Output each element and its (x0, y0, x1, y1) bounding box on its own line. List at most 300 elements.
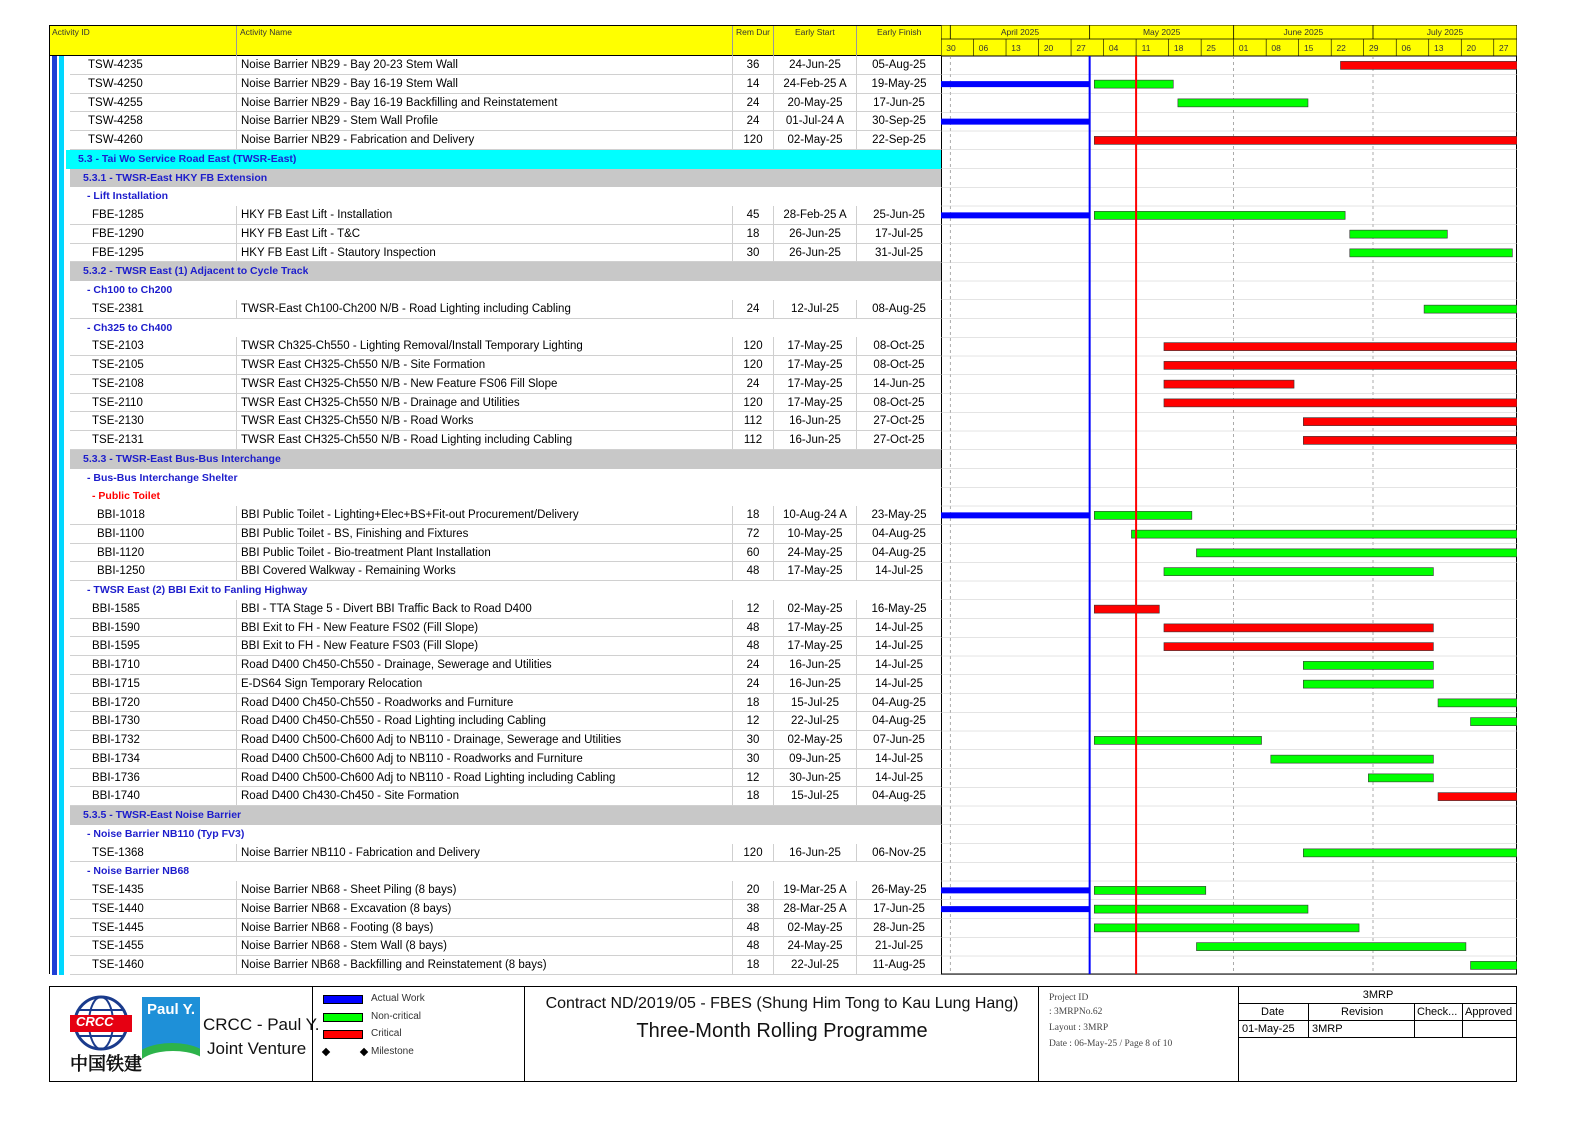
noncritical-bar (1303, 849, 1517, 857)
column-divider (773, 431, 774, 450)
column-divider (236, 844, 237, 863)
noncritical-bar (1094, 924, 1359, 932)
activity-row (50, 300, 941, 319)
column-divider (732, 375, 733, 394)
early-start: 17-May-25 (787, 359, 843, 371)
rem-dur: 12 (746, 602, 760, 615)
revision-rule (1239, 1003, 1517, 1004)
activity-id: TSE-2110 (92, 396, 143, 409)
early-start: 16-Jun-25 (789, 415, 841, 428)
row-level-marker (52, 825, 57, 844)
wbs-band (70, 281, 941, 300)
activity-name: BBI Public Toilet - BS, Finishing and Fixtures (241, 527, 469, 540)
footer (49, 986, 1517, 1082)
column-divider (732, 394, 733, 413)
early-start: 30-Jun-25 (789, 771, 841, 784)
rem-dur: 120 (743, 846, 763, 859)
activity-row (50, 656, 941, 675)
row-level-marker (52, 375, 57, 394)
project-id-label: Project ID (1049, 993, 1089, 1003)
column-divider (856, 844, 857, 863)
early-finish: 04-Aug-25 (872, 527, 926, 540)
noncritical-bar (1303, 680, 1433, 688)
column-divider (773, 244, 774, 263)
column-divider (732, 600, 733, 619)
column-divider (732, 337, 733, 356)
row-level-marker (59, 375, 64, 394)
row-level-marker (59, 319, 64, 338)
row-level-marker (52, 937, 57, 956)
column-divider (732, 94, 733, 113)
row-level-marker (59, 619, 64, 638)
activity-id: TSW-4258 (88, 115, 143, 128)
column-divider (773, 56, 774, 75)
activity-row (50, 75, 941, 94)
row-level-marker (59, 394, 64, 413)
column-divider (236, 600, 237, 619)
early-finish: 08-Oct-25 (873, 340, 925, 353)
column-divider (856, 956, 857, 975)
critical-bar (1164, 643, 1433, 651)
column-divider (236, 956, 237, 975)
wbs-row (50, 487, 941, 506)
week-tick-label: 18 (1173, 43, 1184, 53)
column-divider (732, 206, 733, 225)
column-divider (236, 94, 237, 113)
revision-rule (1239, 1020, 1517, 1021)
activity-name: Road D400 Ch450-Ch550 - Roadworks and Furniture (241, 696, 514, 709)
activity-row (50, 956, 941, 975)
row-level-marker (59, 825, 64, 844)
column-divider (856, 937, 857, 956)
column-divider (856, 356, 857, 375)
column-divider (856, 544, 857, 563)
column-divider (856, 112, 857, 131)
column-divider (732, 956, 733, 975)
actual-work-bar (941, 81, 1090, 87)
row-level-marker (52, 244, 57, 263)
activity-id: TSE-1435 (92, 884, 144, 896)
activity-row (50, 394, 941, 413)
early-finish: 14-Jun-25 (873, 377, 925, 390)
activity-name: HKY FB East Lift - Stautory Inspection (241, 246, 436, 259)
early-finish: 11-Aug-25 (872, 959, 926, 971)
activity-id: TSW-4255 (88, 96, 143, 109)
activity-name: HKY FB East Lift - T&C (241, 227, 361, 240)
row-level-marker (52, 356, 57, 375)
critical-bar (1438, 793, 1517, 801)
early-start: 02-May-25 (787, 734, 843, 746)
column-divider (856, 431, 857, 450)
activity-row (50, 881, 941, 900)
column-divider (236, 394, 237, 413)
row-level-marker (59, 244, 64, 263)
rem-dur: 48 (746, 621, 760, 634)
rem-dur: 18 (746, 509, 760, 521)
contract-title: Contract ND/2019/05 - FBES (Shung Him Tong to Kau Lung Hang) (545, 995, 1019, 1012)
wbs-title: - Public Toilet (92, 490, 161, 503)
row-level-marker (59, 581, 64, 600)
noncritical-bar (1350, 230, 1448, 238)
column-divider (236, 562, 237, 581)
activity-name: Noise Barrier NB29 - Fabrication and Delivery (241, 134, 475, 146)
activity-row (50, 525, 941, 544)
activity-name: Noise Barrier NB29 - Stem Wall Profile (241, 115, 439, 128)
activity-row (50, 337, 941, 356)
column-divider (856, 56, 857, 75)
row-level-marker (59, 450, 64, 469)
noncritical-bar (1164, 568, 1433, 576)
row-level-marker (59, 300, 64, 319)
noncritical-bar (1094, 511, 1192, 519)
header-divider (856, 26, 857, 56)
row-level-marker (59, 169, 64, 188)
column-divider (732, 131, 733, 150)
revision-header-check: Check... (1417, 1006, 1458, 1018)
project-date: Date : 06-May-25 / Page 8 of 10 (1049, 1039, 1173, 1049)
early-start: 12-Jul-25 (791, 302, 839, 315)
activity-name: BBI Public Toilet - Lighting+Elec+BS+Fit-out Procurement/Delivery (241, 509, 579, 521)
activity-id: FBE-1285 (92, 209, 144, 221)
row-level-marker (59, 262, 64, 281)
row-level-marker (59, 656, 64, 675)
rem-dur: 48 (746, 940, 760, 953)
legend-noncritical-swatch (323, 1013, 363, 1022)
early-start: 24-Feb-25 A (783, 77, 847, 90)
jv-line1: CRCC - Paul Y. (203, 1015, 320, 1034)
row-level-marker (59, 787, 64, 806)
early-start: 20-May-25 (787, 96, 843, 109)
activity-name: HKY FB East Lift - Installation (241, 209, 393, 221)
header-divider (773, 26, 774, 56)
column-divider (732, 112, 733, 131)
header-activity-id: Activity ID (52, 27, 90, 37)
legend-critical-swatch (323, 1030, 363, 1039)
week-tick-label: 22 (1336, 43, 1346, 53)
critical-bar (1164, 361, 1517, 369)
title-block (525, 987, 1039, 1081)
row-level-marker (52, 319, 57, 338)
row-level-marker (52, 900, 57, 919)
column-divider (732, 675, 733, 694)
column-divider (732, 937, 733, 956)
column-divider (773, 544, 774, 563)
early-start: 22-Jul-25 (791, 959, 839, 971)
rem-dur: 48 (746, 640, 760, 653)
column-divider (236, 731, 237, 750)
column-divider (856, 244, 857, 263)
noncritical-bar (1471, 718, 1517, 726)
revision-row-revision: 3MRP (1312, 1023, 1343, 1035)
row-level-marker (59, 187, 64, 206)
wbs-band (70, 862, 941, 881)
row-level-marker (52, 337, 57, 356)
critical-bar (1303, 418, 1517, 426)
column-divider (732, 881, 733, 900)
column-divider (236, 244, 237, 263)
column-divider (732, 244, 733, 263)
activity-id: BBI-1595 (92, 640, 140, 653)
project-layout: Layout : 3MRP (1049, 1023, 1109, 1033)
row-level-marker (52, 394, 57, 413)
wbs-band (70, 319, 941, 338)
row-level-marker (59, 806, 64, 825)
column-divider (236, 787, 237, 806)
row-level-marker (52, 712, 57, 731)
row-level-marker (52, 169, 57, 188)
week-tick-label: 29 (1368, 43, 1379, 53)
activity-row (50, 675, 941, 694)
week-tick-label: 20 (1466, 43, 1476, 53)
column-divider (773, 750, 774, 769)
early-finish: 27-Oct-25 (873, 434, 925, 446)
revision-header-date: Date (1261, 1006, 1285, 1018)
rem-dur: 45 (746, 209, 760, 221)
column-divider (773, 694, 774, 713)
early-finish: 07-Jun-25 (873, 734, 925, 746)
activity-id: FBE-1295 (92, 246, 144, 259)
row-level-marker (59, 525, 64, 544)
activity-row (50, 506, 941, 525)
row-level-marker (52, 131, 57, 150)
column-divider (236, 712, 237, 731)
activity-row (50, 225, 941, 244)
row-level-marker (52, 412, 57, 431)
early-finish: 14-Jul-25 (875, 621, 923, 634)
activity-id: BBI-1590 (92, 621, 140, 634)
column-divider (773, 337, 774, 356)
column-divider (732, 844, 733, 863)
column-divider (732, 769, 733, 788)
row-level-marker (52, 431, 57, 450)
column-divider (236, 919, 237, 938)
activity-id: TSE-1455 (92, 940, 144, 953)
early-finish: 04-Aug-25 (872, 790, 926, 803)
revision-header-approved: Approved (1465, 1006, 1513, 1018)
rem-dur: 48 (746, 565, 760, 578)
early-finish: 17-Jun-25 (873, 96, 925, 109)
activity-name: TWSR East CH325-Ch550 N/B - Road Works (241, 415, 474, 428)
activity-name: BBI - TTA Stage 5 - Divert BBI Traffic Back to Road D400 (241, 602, 532, 615)
activity-name: TWSR East CH325-Ch550 N/B - New Feature FS06 Fill Slope (241, 377, 558, 390)
activity-name: Noise Barrier NB68 - Stem Wall (8 bays) (241, 940, 447, 953)
activity-id: TSE-2130 (92, 415, 144, 428)
activity-row (50, 694, 941, 713)
column-divider (856, 787, 857, 806)
early-start: 24-May-25 (787, 940, 843, 953)
wbs-title: - Ch100 to Ch200 (87, 284, 173, 296)
early-finish: 22-Sep-25 (872, 134, 926, 146)
column-divider (856, 562, 857, 581)
activity-id: TSE-1368 (92, 846, 144, 859)
week-tick-label: 01 (1238, 43, 1249, 53)
activity-name: Road D400 Ch450-Ch550 - Drainage, Sewerage and Utilities (241, 659, 552, 671)
activity-name: Noise Barrier NB68 - Footing (8 bays) (241, 921, 434, 934)
activity-id: BBI-1715 (92, 677, 140, 690)
column-divider (732, 75, 733, 94)
wbs-row (50, 187, 941, 206)
early-finish: 28-Jun-25 (873, 921, 925, 934)
row-level-marker (59, 94, 64, 113)
rem-dur: 18 (746, 790, 760, 803)
column-divider (732, 656, 733, 675)
row-level-marker (52, 75, 57, 94)
early-start: 26-Jun-25 (789, 227, 841, 240)
actual-work-bar (941, 212, 1090, 218)
pauly-logo (142, 997, 200, 1071)
noncritical-bar (1368, 774, 1433, 782)
critical-bar (1164, 343, 1517, 351)
rem-dur: 24 (746, 377, 760, 390)
rem-dur: 18 (746, 959, 760, 971)
header-divider (236, 26, 237, 56)
activity-name: Road D400 Ch450-Ch550 - Road Lighting including Cabling (241, 715, 546, 728)
activity-row (50, 844, 941, 863)
column-divider (236, 694, 237, 713)
column-divider (856, 225, 857, 244)
column-divider (732, 544, 733, 563)
pauly-logo-text: Paul Y. (147, 1001, 196, 1018)
column-divider (773, 75, 774, 94)
column-divider (732, 356, 733, 375)
row-level-marker (52, 544, 57, 563)
early-finish: 17-Jul-25 (875, 227, 923, 240)
noncritical-bar (1350, 249, 1513, 257)
column-divider (856, 881, 857, 900)
wbs-row (50, 825, 941, 844)
activity-id: BBI-1740 (92, 790, 140, 803)
rem-dur: 112 (743, 434, 763, 446)
noncritical-bar (1094, 211, 1345, 219)
week-tick-label: 15 (1303, 43, 1314, 53)
column-divider (236, 56, 237, 75)
column-divider (236, 881, 237, 900)
noncritical-bar (1094, 905, 1308, 913)
column-divider (732, 637, 733, 656)
activity-name: E-DS64 Sign Temporary Relocation (241, 677, 423, 690)
early-start: 24-May-25 (787, 546, 843, 559)
column-divider (732, 694, 733, 713)
row-level-marker (52, 94, 57, 113)
row-level-marker (52, 787, 57, 806)
rem-dur: 60 (746, 546, 760, 559)
column-divider (236, 675, 237, 694)
row-level-marker (52, 187, 57, 206)
activity-id: TSW-4250 (88, 77, 143, 90)
row-level-marker (59, 956, 64, 975)
activity-id: FBE-1290 (92, 227, 144, 240)
row-level-marker (59, 75, 64, 94)
activity-row (50, 112, 941, 131)
early-start: 17-May-25 (787, 621, 843, 634)
crcc-logo-text: CRCC (76, 1014, 114, 1029)
noncritical-bar (1131, 530, 1517, 538)
rem-dur: 120 (743, 359, 763, 371)
revision-title: 3MRP (1362, 989, 1394, 1001)
early-finish: 23-May-25 (871, 509, 927, 521)
legend (313, 987, 525, 1081)
row-level-marker (59, 750, 64, 769)
row-level-marker (59, 694, 64, 713)
column-divider (773, 769, 774, 788)
row-level-marker (52, 806, 57, 825)
row-level-marker (59, 487, 64, 506)
activity-name: Road D400 Ch500-Ch600 Adj to NB110 - Drainage, Sewerage and Utilities (241, 734, 622, 746)
activity-row (50, 900, 941, 919)
activity-name: Noise Barrier NB110 - Fabrication and Delivery (241, 846, 480, 859)
activity-row (50, 431, 941, 450)
early-finish: 31-Jul-25 (875, 246, 923, 259)
column-divider (856, 900, 857, 919)
rem-dur: 24 (746, 115, 760, 128)
activity-id: BBI-1732 (92, 734, 140, 746)
wbs-title: 5.3.3 - TWSR-East Bus-Bus Interchange (83, 452, 281, 465)
gantt-chart (941, 25, 1517, 975)
critical-bar (1164, 624, 1433, 632)
column-divider (773, 525, 774, 544)
rem-dur: 14 (746, 77, 760, 90)
early-start: 15-Jul-25 (791, 696, 839, 709)
column-divider (856, 694, 857, 713)
column-divider (236, 769, 237, 788)
wbs-row (50, 319, 941, 338)
early-start: 09-Jun-25 (789, 752, 841, 765)
column-divider (732, 731, 733, 750)
row-level-marker (52, 844, 57, 863)
revision-col-divider (1462, 1003, 1463, 1037)
row-level-marker (52, 619, 57, 638)
early-finish: 16-May-25 (871, 602, 927, 615)
rem-dur: 38 (746, 902, 760, 915)
wbs-title: - Ch325 to Ch400 (87, 321, 173, 334)
column-divider (236, 131, 237, 150)
table-header (49, 25, 941, 56)
row-level-marker (59, 506, 64, 525)
early-start: 17-May-25 (787, 640, 843, 653)
noncritical-bar (1424, 305, 1517, 313)
early-start: 15-Jul-25 (791, 790, 839, 803)
column-divider (732, 431, 733, 450)
activity-id: BBI-1736 (92, 771, 140, 784)
activity-table (49, 56, 941, 974)
row-level-marker (52, 225, 57, 244)
activity-id: TSE-2105 (92, 359, 144, 371)
column-divider (773, 300, 774, 319)
column-divider (773, 506, 774, 525)
row-level-marker (59, 600, 64, 619)
week-tick-label: 30 (946, 43, 956, 53)
rem-dur: 36 (746, 59, 760, 71)
column-divider (856, 94, 857, 113)
actual-work-bar (941, 119, 1090, 125)
wbs-title: 5.3.5 - TWSR-East Noise Barrier (83, 809, 242, 821)
wbs-row (50, 806, 941, 825)
column-divider (773, 394, 774, 413)
row-level-marker (59, 937, 64, 956)
wbs-title: 5.3.1 - TWSR-East HKY FB Extension (83, 171, 268, 184)
early-finish: 30-Sep-25 (872, 115, 926, 128)
column-divider (732, 506, 733, 525)
header-rem-dur: Rem Dur (736, 27, 771, 37)
week-tick-label: 27 (1076, 43, 1086, 53)
activity-name: TWSR East CH325-Ch550 N/B - Drainage and Utilities (241, 396, 520, 409)
early-finish: 08-Aug-25 (872, 302, 926, 315)
legend-milestone-icon (360, 1048, 368, 1056)
early-finish: 19-May-25 (871, 77, 927, 90)
week-tick-label: 25 (1206, 43, 1216, 53)
row-level-marker (52, 56, 57, 75)
week-tick-label: 08 (1271, 43, 1281, 53)
